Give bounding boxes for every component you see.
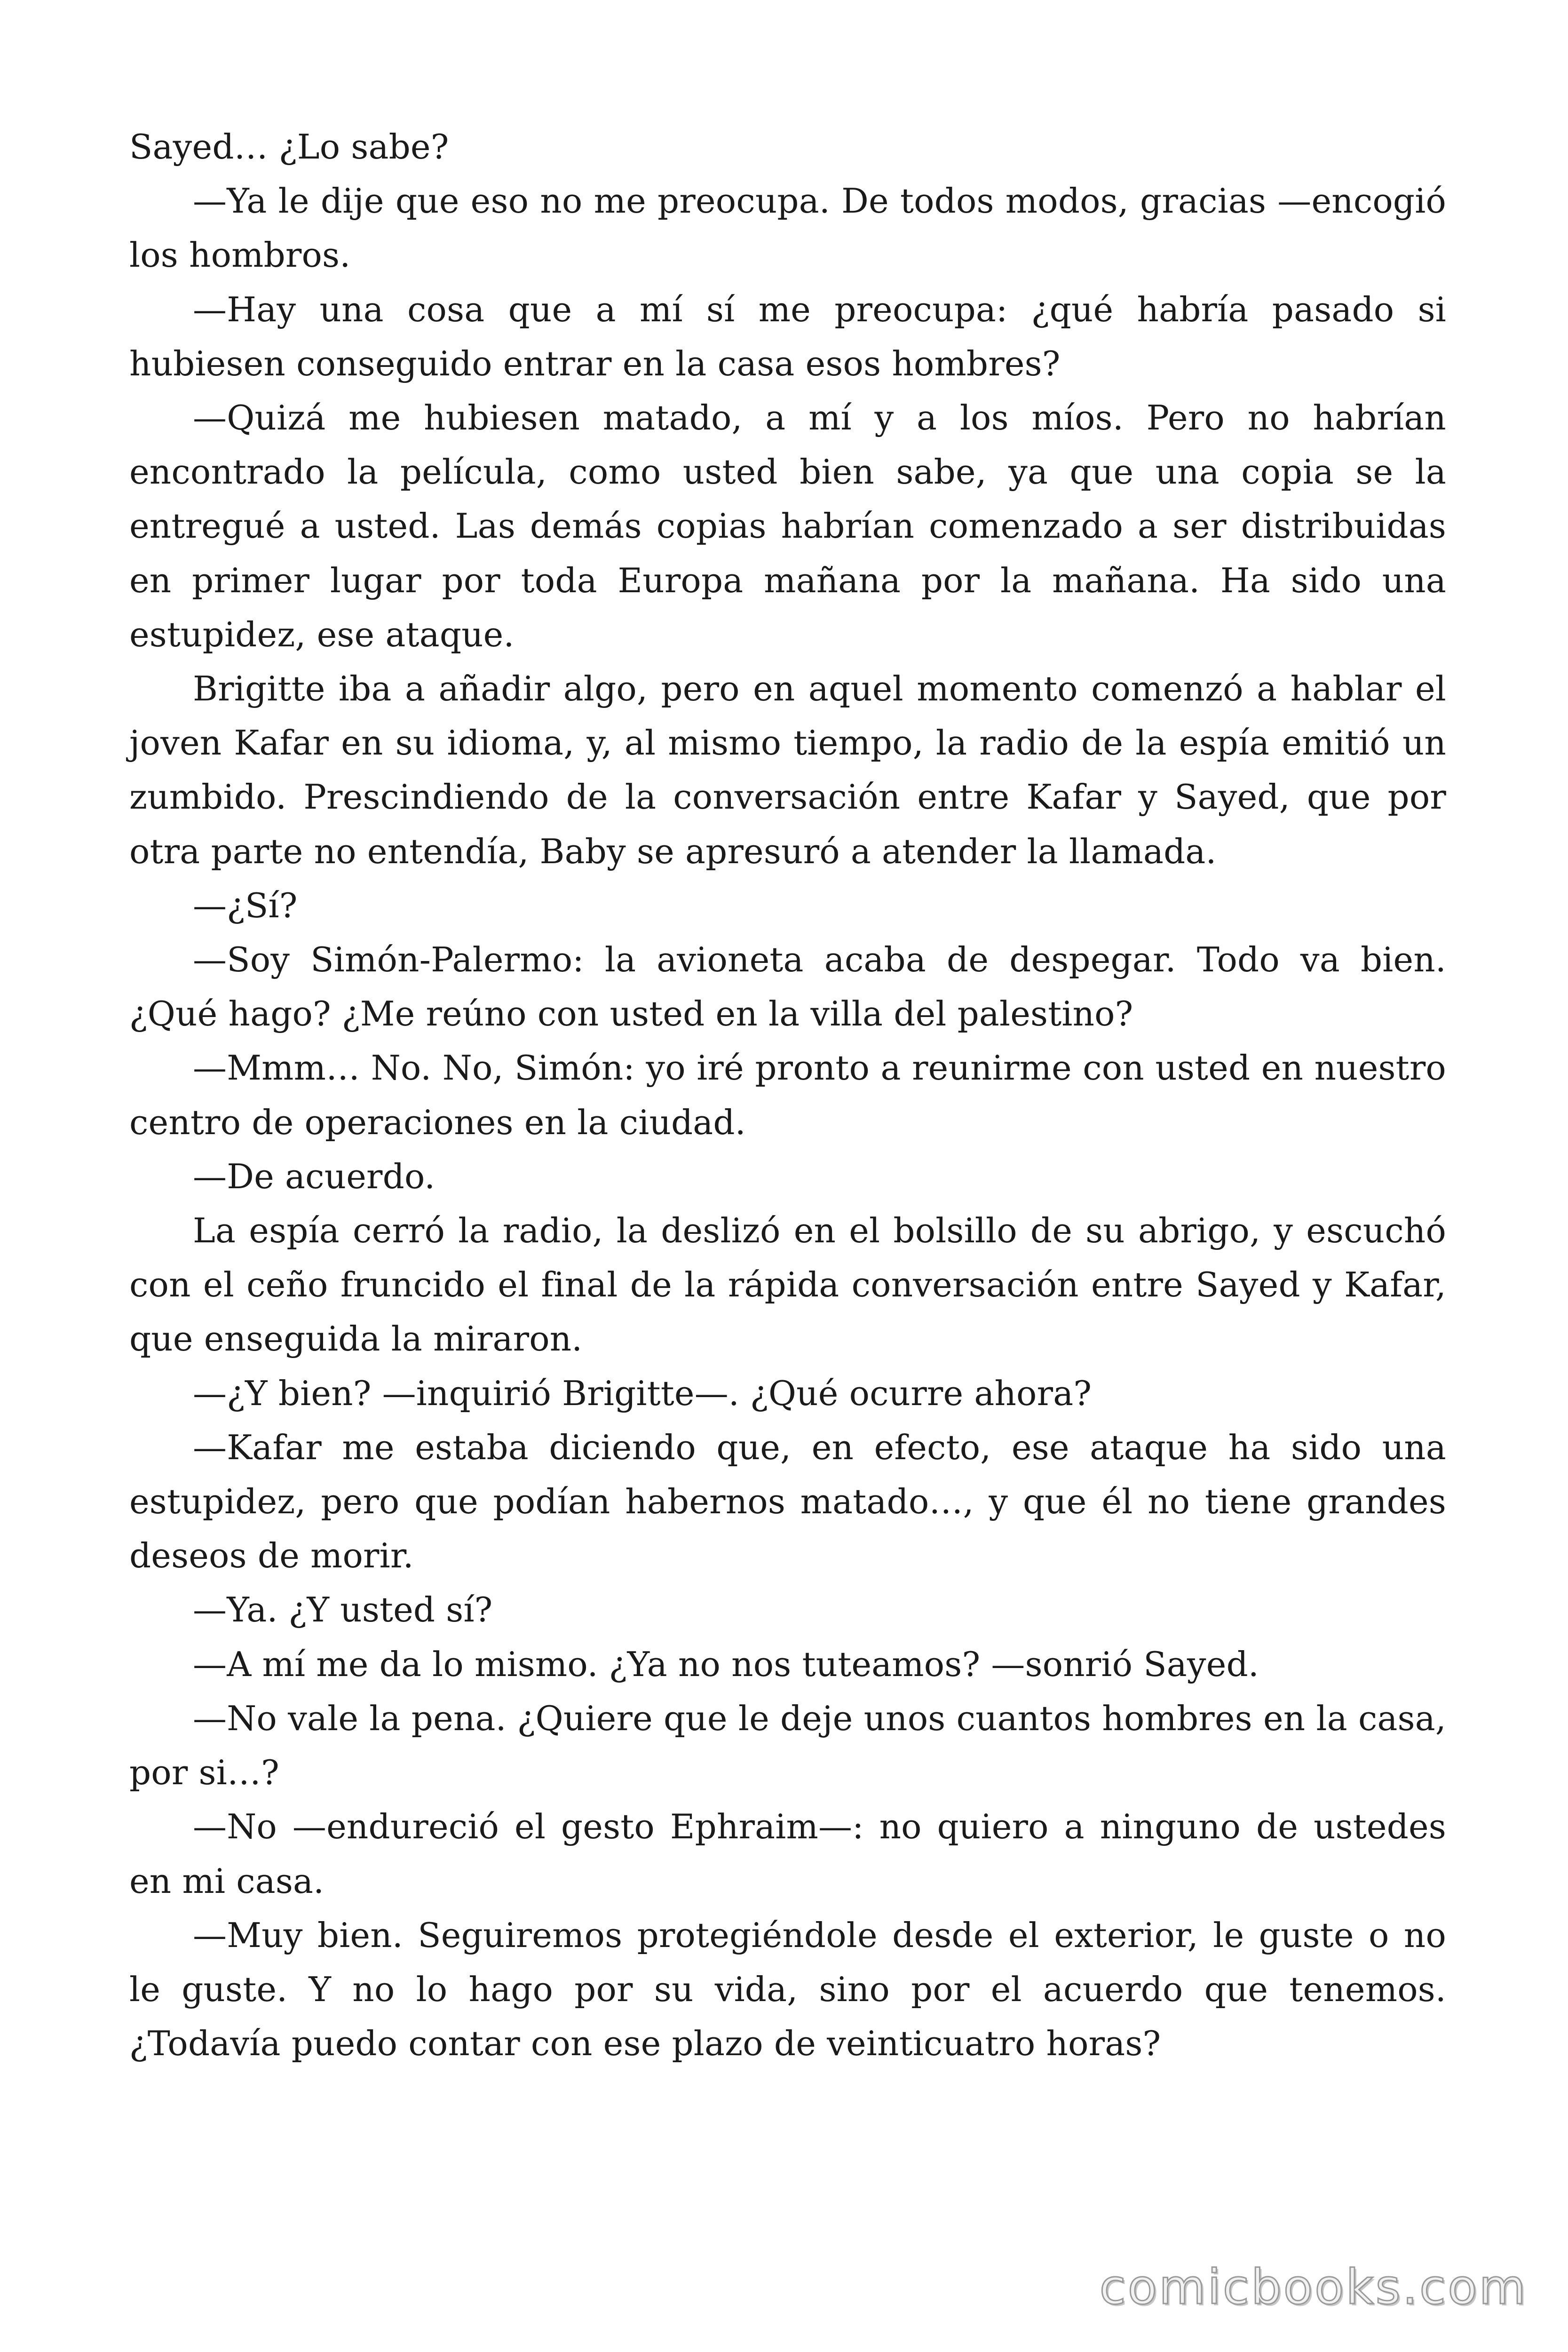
paragraph: —¿Y bien? —inquirió Brigitte—. ¿Qué ocurre ahora?: [193, 1373, 1092, 1413]
paragraph: —Ya le dije que eso no me preocupa. De todos modos, gracias —encogió los hombros.: [129, 181, 1446, 275]
paragraph: —Mmm… No. No, Simón: yo iré pronto a reunirme con usted en nuestro centro de operaciones en la ciudad.: [129, 1048, 1446, 1142]
paragraph: —Muy bien. Seguiremos protegiéndole desde el exterior, le guste o no le guste. Y no lo hago por su vida, sino por el acuerdo que tenemos. ¿Todavía puedo contar con ese plazo de veinticuatro horas?: [129, 1915, 1446, 2064]
paragraph: —No vale la pena. ¿Quiere que le deje unos cuantos hombres en la casa, por si…?: [129, 1698, 1446, 1793]
paragraph: —De acuerdo.: [193, 1156, 436, 1196]
paragraph: —No —endureció el gesto Ephraim—: no quiero a ninguno de ustedes en mi casa.: [129, 1807, 1446, 1901]
paragraph: —¿Sí?: [193, 885, 298, 925]
site-watermark: comicbooks.com: [1099, 2259, 1528, 2315]
paragraph: —Ya. ¿Y usted sí?: [193, 1590, 493, 1630]
paragraph: —Quizá me hubiesen matado, a mí y a los míos. Pero no habrían encontrado la película, como usted bien sabe, ya que una copia se la entregué a usted. Las demás copias habrían comenzado a ser distribuidas en primer lugar por toda Europa mañana por la mañana. Ha sido una estupidez, ese ataque.: [129, 398, 1446, 654]
paragraph: —A mí me da lo mismo. ¿Ya no nos tuteamos? —sonrió Sayed.: [193, 1644, 1259, 1684]
paragraph: —Hay una cosa que a mí sí me preocupa: ¿qué habría pasado si hubiesen conseguido entrar en la casa esos hombres?: [129, 289, 1446, 383]
paragraph: Sayed… ¿Lo sabe?: [129, 127, 449, 167]
paragraph: —Soy Simón-Palermo: la avioneta acaba de despegar. Todo va bien. ¿Qué hago? ¿Me reúno con usted en la villa del palestino?: [129, 940, 1446, 1034]
paragraph: —Kafar me estaba diciendo que, en efecto, ese ataque ha sido una estupidez, pero que podían habernos matado…, y que él no tiene grandes deseos de morir.: [129, 1427, 1446, 1576]
paragraph: La espía cerró la radio, la deslizó en el bolsillo de su abrigo, y escuchó con el ceño fruncido el final de la rápida conversación entre Sayed y Kafar, que enseguida la miraron.: [129, 1211, 1446, 1359]
body-text: [129, 120, 1446, 2071]
paragraph: Brigitte iba a añadir algo, pero en aquel momento comenzó a hablar el joven Kafar en su idioma, y, al mismo tiempo, la radio de la espía emitió un zumbido. Prescindiendo de la conversación entre Kafar y Sayed, que por otra parte no entendía, Baby se apresuró a atender la llamada.: [129, 669, 1446, 871]
